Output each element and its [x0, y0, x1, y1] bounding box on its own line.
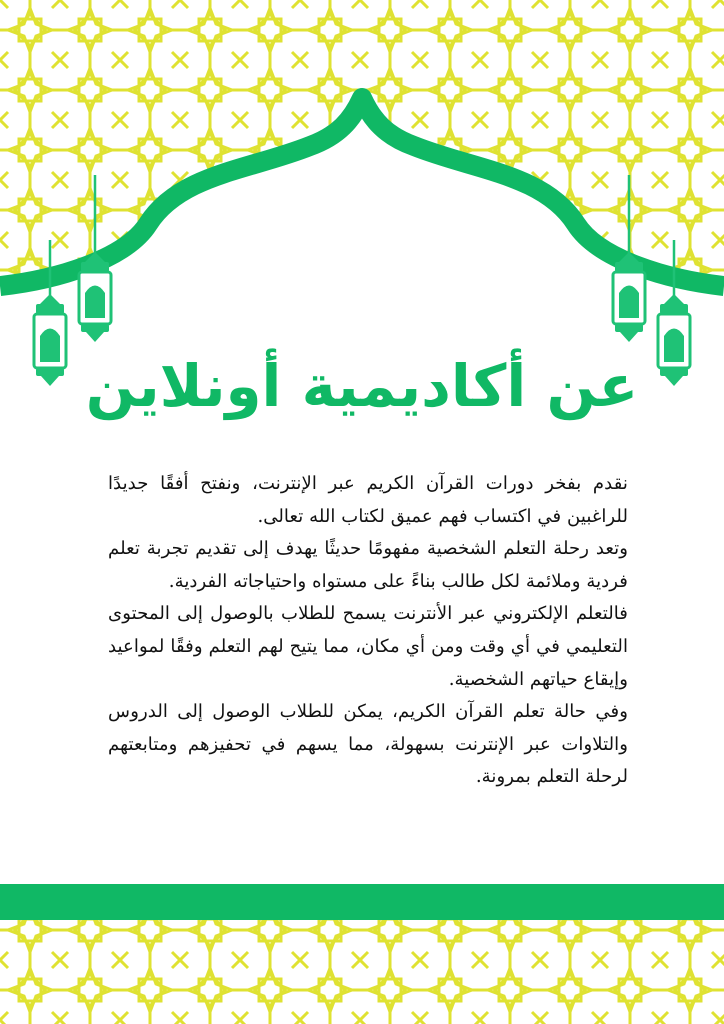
paragraph-4: وفي حالة تعلم القرآن الكريم، يمكن للطلاب الوصول إلى الدروس والتلاوات عبر الإنترنت بسهولة، مما يسهم في تحفيزهم ومتابعتهم لرحلة التعلم بمرونة. [108, 701, 628, 788]
paragraph-1: نقدم بفخر دورات القرآن الكريم عبر الإنترنت، ونفتح أفقًا جديدًا للراغبين في اكتساب فهم عميق لكتاب الله تعالى. [108, 473, 628, 527]
paragraph-2: وتعد رحلة التعلم الشخصية مفهومًا حديثًا يهدف إلى تقديم تجربة تعلم فردية وملائمة لكل طالب بناءً على مستواه واحتياجاته الفردية. [108, 538, 628, 592]
bottom-pattern [0, 920, 724, 1024]
paragraph-3: فالتعلم الإلكتروني عبر الأنترنت يسمح للطلاب بالوصول إلى المحتوى التعليمي في أي وقت ومن أي مكان، مما يتيح لهم التعلم وفقًا لمواعيد وإيقاع حياتهم الشخصية. [108, 603, 628, 690]
footer-green-band [0, 884, 724, 920]
page-title: عن أكاديمية أونلاين [85, 352, 639, 420]
body-text [108, 468, 628, 794]
